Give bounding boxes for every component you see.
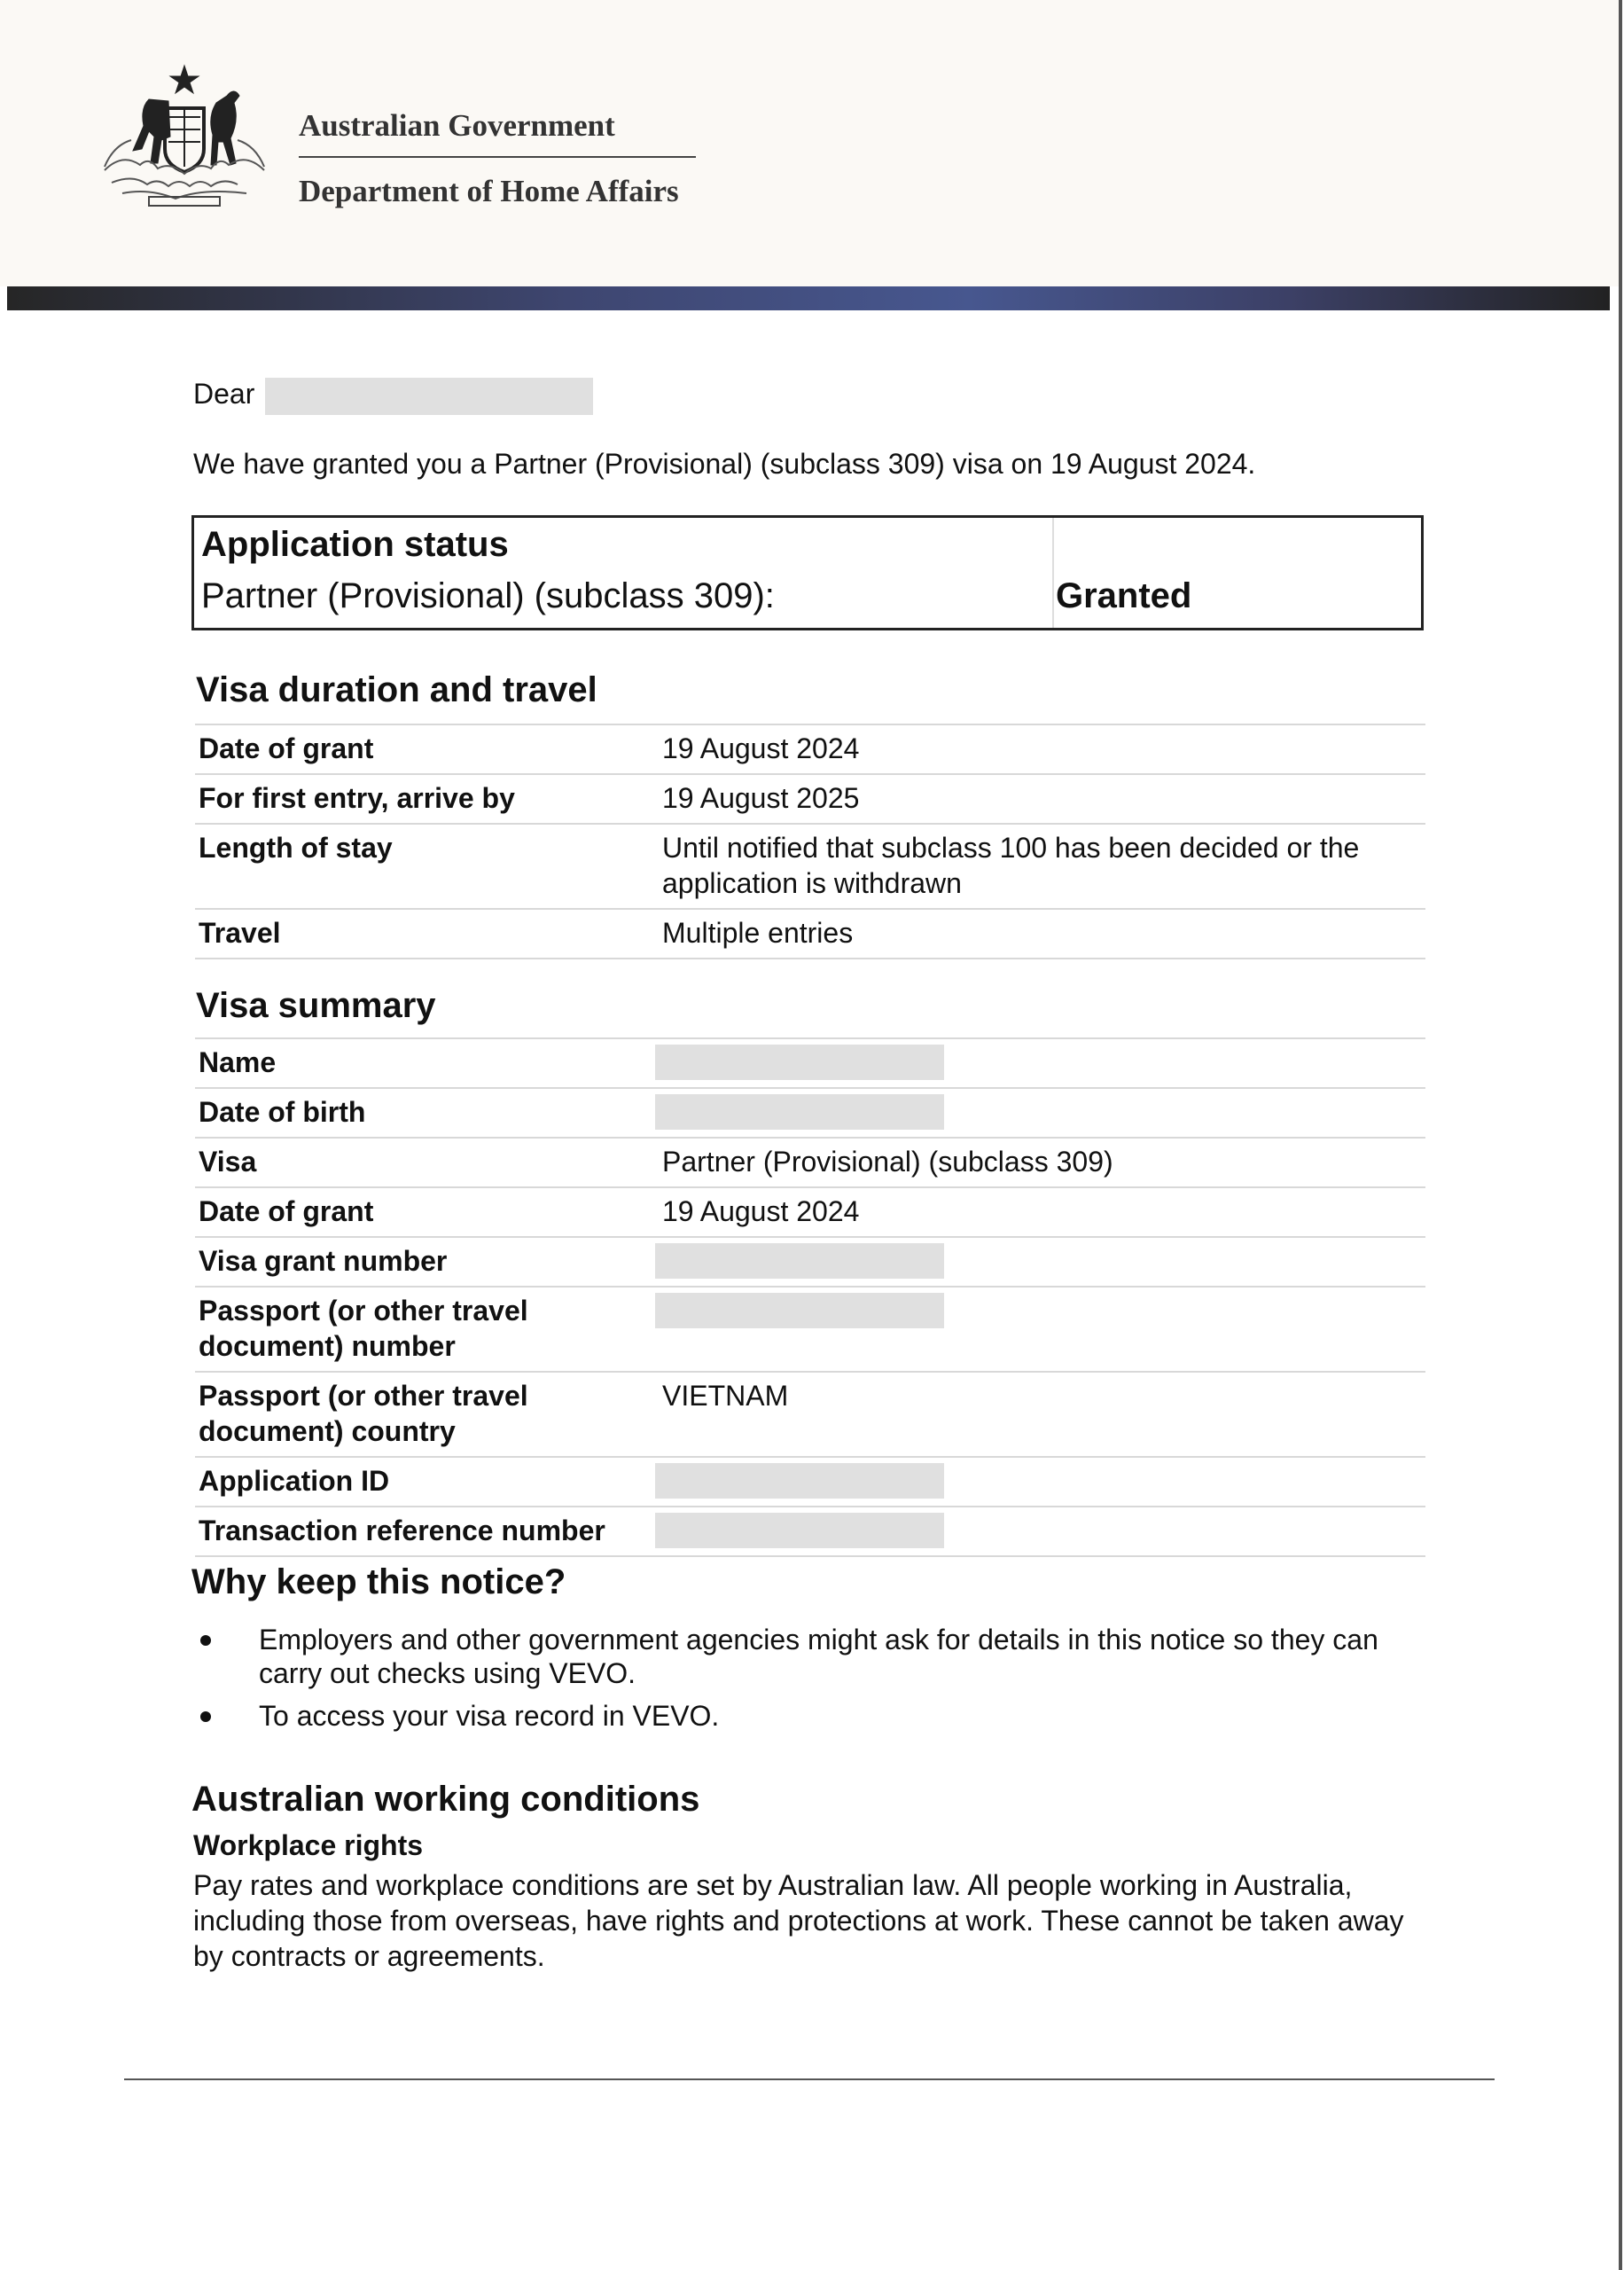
dept-title: Department of Home Affairs [299, 174, 679, 208]
row-key: Date of birth [195, 1088, 650, 1138]
row-key: For first entry, arrive by [195, 774, 650, 824]
header-color-bar [7, 286, 1610, 310]
row-key: Travel [195, 909, 650, 959]
footer-divider [124, 2078, 1495, 2080]
redacted-value [655, 1293, 944, 1328]
why-keep-heading: Why keep this notice? [191, 1562, 566, 1601]
redacted-value [655, 1463, 944, 1499]
row-key: Name [195, 1038, 650, 1088]
row-key: Length of stay [195, 824, 650, 909]
row-key: Visa [195, 1138, 650, 1187]
table-row [195, 1372, 1425, 1457]
status-divider [1052, 518, 1054, 628]
row-key: Transaction reference number [195, 1507, 650, 1556]
row-key: Application ID [195, 1457, 650, 1507]
greeting: Dear [193, 378, 255, 410]
row-value: VIETNAM [650, 1372, 1425, 1457]
summary-table [195, 1037, 1425, 1557]
table-row [195, 1138, 1425, 1187]
table-row [195, 1038, 1425, 1088]
table-row [195, 909, 1425, 959]
row-value [650, 1287, 1425, 1372]
table-row [195, 1457, 1425, 1507]
table-row [195, 1237, 1425, 1287]
duration-heading: Visa duration and travel [196, 670, 597, 709]
table-row [195, 824, 1425, 909]
table-row [195, 1287, 1425, 1372]
row-key: Passport (or other travel document) country [195, 1372, 650, 1457]
redacted-name [265, 378, 593, 415]
page-edge [1619, 0, 1622, 2270]
row-key: Date of grant [195, 1187, 650, 1237]
row-value: 19 August 2024 [650, 1187, 1425, 1237]
table-row [195, 1088, 1425, 1138]
row-value [650, 1237, 1425, 1287]
list-item: Employers and other government agencies might ask for details in this notice so they can carry out checks using VEVO. [193, 1623, 1434, 1690]
redacted-value [655, 1243, 944, 1279]
row-value: 19 August 2024 [650, 724, 1425, 774]
redacted-value [655, 1094, 944, 1130]
list-item: To access your visa record in VEVO. [193, 1699, 1434, 1733]
row-value [650, 1507, 1425, 1556]
why-keep-list [193, 1623, 1434, 1742]
row-value [650, 1457, 1425, 1507]
coat-of-arms-icon [96, 64, 273, 213]
row-key: Visa grant number [195, 1237, 650, 1287]
table-row [195, 1507, 1425, 1556]
redacted-value [655, 1045, 944, 1080]
status-heading: Application status [201, 525, 509, 564]
workplace-rights-subheading: Workplace rights [193, 1829, 424, 1861]
status-label: Partner (Provisional) (subclass 309): [201, 576, 775, 615]
working-heading: Australian working conditions [191, 1780, 700, 1819]
intro-text: We have granted you a Partner (Provisional) (subclass 309) visa on 19 August 2024. [193, 448, 1256, 480]
workplace-rights-text: Pay rates and workplace conditions are set by Australian law. All people working in Australia, including those from overseas, have rights and protections at work. These cannot be taken away by contracts or agreements. [193, 1869, 1404, 1972]
table-row [195, 774, 1425, 824]
letterhead-divider [299, 156, 696, 158]
duration-table [195, 724, 1425, 959]
status-value: Granted [1056, 576, 1192, 615]
gov-title: Australian Government [299, 108, 615, 143]
application-status-box [191, 515, 1424, 630]
summary-heading: Visa summary [196, 986, 436, 1025]
row-key: Passport (or other travel document) number [195, 1287, 650, 1372]
row-value [650, 1038, 1425, 1088]
table-row [195, 724, 1425, 774]
table-row [195, 1187, 1425, 1237]
redacted-value [655, 1513, 944, 1548]
row-value: Until notified that subclass 100 has been decided or the application is withdrawn [650, 824, 1425, 909]
row-value: 19 August 2025 [650, 774, 1425, 824]
row-key: Date of grant [195, 724, 650, 774]
row-value: Multiple entries [650, 909, 1425, 959]
row-value [650, 1088, 1425, 1138]
row-value: Partner (Provisional) (subclass 309) [650, 1138, 1425, 1187]
